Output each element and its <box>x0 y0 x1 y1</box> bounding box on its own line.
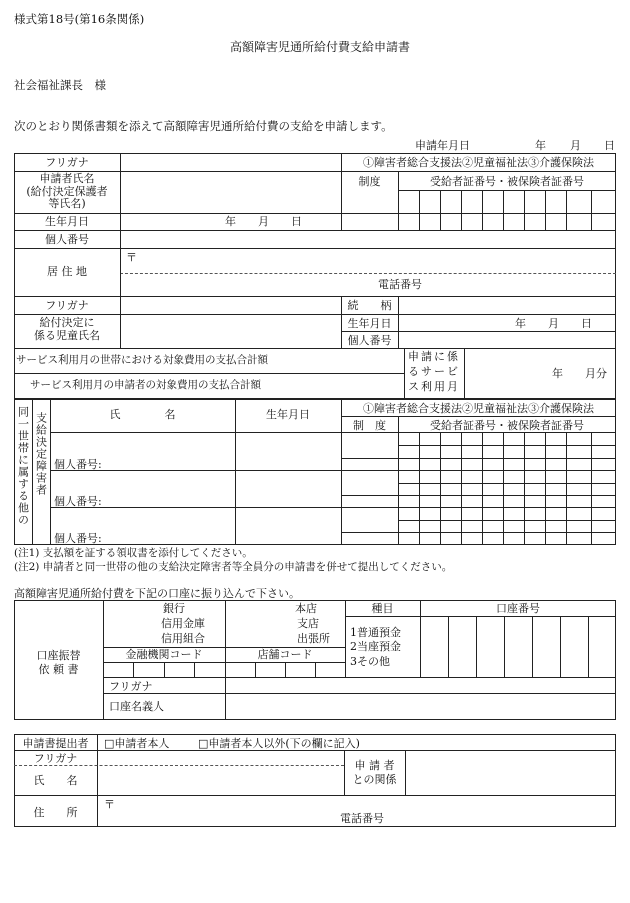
bank-furigana-label: フリガナ <box>109 680 153 693</box>
furigana-label: フリガナ <box>45 156 89 169</box>
household-system-header: ①障害者総合支援法②児童福祉法③介護保険法 <box>363 402 594 415</box>
form-title: 高額障害児通所給付費支給申請書 <box>230 40 411 54</box>
child-furigana-label: フリガナ <box>45 299 89 312</box>
service-month-label: 申請に係るサービス利用月 <box>408 350 460 393</box>
bank-transfer-label: 口座振替 依 頼 書 <box>36 649 81 676</box>
birth-ymd: 年 月 日 <box>225 215 302 228</box>
service-month-value: 年 月分 <box>552 367 607 380</box>
form-number: 様式第18号(第16条関係) <box>14 12 145 26</box>
apply-date-label: 申請年月日 <box>415 139 470 152</box>
seido-label: 制度 <box>358 175 381 188</box>
phone-label: 電話番号 <box>378 278 422 291</box>
branch-code-label: 店舗コード <box>257 648 313 661</box>
relation-label: 続 柄 <box>347 299 392 312</box>
submitter-option-self[interactable]: □申請者本人 <box>104 737 170 750</box>
branch-type-office: 出張所 <box>297 632 330 645</box>
apply-month: 月 <box>570 139 581 152</box>
household-name-header: 氏 名 <box>109 408 176 421</box>
submitter-relation-label: 申 請 者 との関係 <box>352 759 397 786</box>
personal-number-label: 個人番号 <box>45 233 89 246</box>
child-birth-label: 生年月日 <box>347 317 392 330</box>
household-side-label: 同一世帯に属する他の <box>16 406 30 526</box>
child-personal-number-label: 個人番号 <box>347 334 392 347</box>
institution-code-label: 金融機関コード <box>125 648 203 661</box>
birth-label: 生年月日 <box>45 215 89 228</box>
bank-type-shinkin: 信用金庫 <box>161 617 205 630</box>
household-personal-number-3: 個人番号: <box>54 532 102 545</box>
intro-text: 次のとおり関係書類を添えて高額障害児通所給付費の支給を申請します。 <box>14 119 393 133</box>
postal-mark: 〒 <box>126 251 137 264</box>
household-side-label2: 支給決定障害者 <box>34 412 48 496</box>
bank-type-bank: 銀行 <box>163 602 185 615</box>
submitter-postal-mark: 〒 <box>104 798 115 811</box>
submitter-option-other[interactable]: □申請者本人以外(下の欄に記入) <box>198 737 360 750</box>
account-type-3: 3その他 <box>350 655 390 668</box>
household-cert-label: 受給者証番号・被保険者証番号 <box>430 419 584 432</box>
account-number-header: 口座番号 <box>496 602 540 615</box>
applicant-name-label: 申請者氏名 (給付決定保護者 等氏名) <box>26 172 108 211</box>
applicant-total-label: サービス利用月の申請者の対象費用の支払合計額 <box>30 379 261 391</box>
branch-type-main: 本店 <box>295 602 317 615</box>
system-header: ①障害者総合支援法②児童福祉法③介護保険法 <box>363 156 594 169</box>
apply-day: 日 <box>604 139 615 152</box>
bank-type-kumiai: 信用組合 <box>161 632 205 645</box>
address-label: 居 住 地 <box>47 265 87 278</box>
submitter-label: 申請書提出者 <box>22 737 89 750</box>
household-seido-label: 制 度 <box>353 419 386 432</box>
account-type-1: 1普通預金 <box>350 626 401 639</box>
child-name-label: 給付決定に 係る児童氏名 <box>34 316 100 342</box>
account-type-header: 種目 <box>371 602 394 615</box>
household-personal-number-2: 個人番号: <box>54 495 102 508</box>
branch-type-branch: 支店 <box>297 617 319 630</box>
account-type-2: 2当座預金 <box>350 640 401 653</box>
household-birth-header: 生年月日 <box>266 408 310 421</box>
cert-number-label: 受給者証番号・被保険者証番号 <box>430 175 584 188</box>
note-1: (注1) 支払額を証する領収書を添付してください。 <box>14 547 253 559</box>
submitter-name-label: 氏 名 <box>33 774 78 787</box>
apply-year: 年 <box>535 139 546 152</box>
submitter-furigana-label: フリガナ <box>33 752 78 765</box>
submitter-address-label: 住 所 <box>33 806 78 819</box>
note-2: (注2) 申請者と同一世帯の他の支給決定障害者等全員分の申請書を併せて提出してください。 <box>14 561 453 573</box>
submitter-phone-label: 電話番号 <box>340 812 384 825</box>
household-personal-number-1: 個人番号: <box>54 458 102 471</box>
addressee: 社会福祉課長 様 <box>14 78 106 92</box>
household-total-label: サービス利用月の世帯における対象費用の支払合計額 <box>16 354 268 366</box>
bank-intro: 高額障害児通所給付費を下記の口座に振り込んで下さい。 <box>14 587 300 600</box>
account-holder-label: 口座名義人 <box>109 700 164 713</box>
child-birth-ymd: 年 月 日 <box>515 317 592 330</box>
